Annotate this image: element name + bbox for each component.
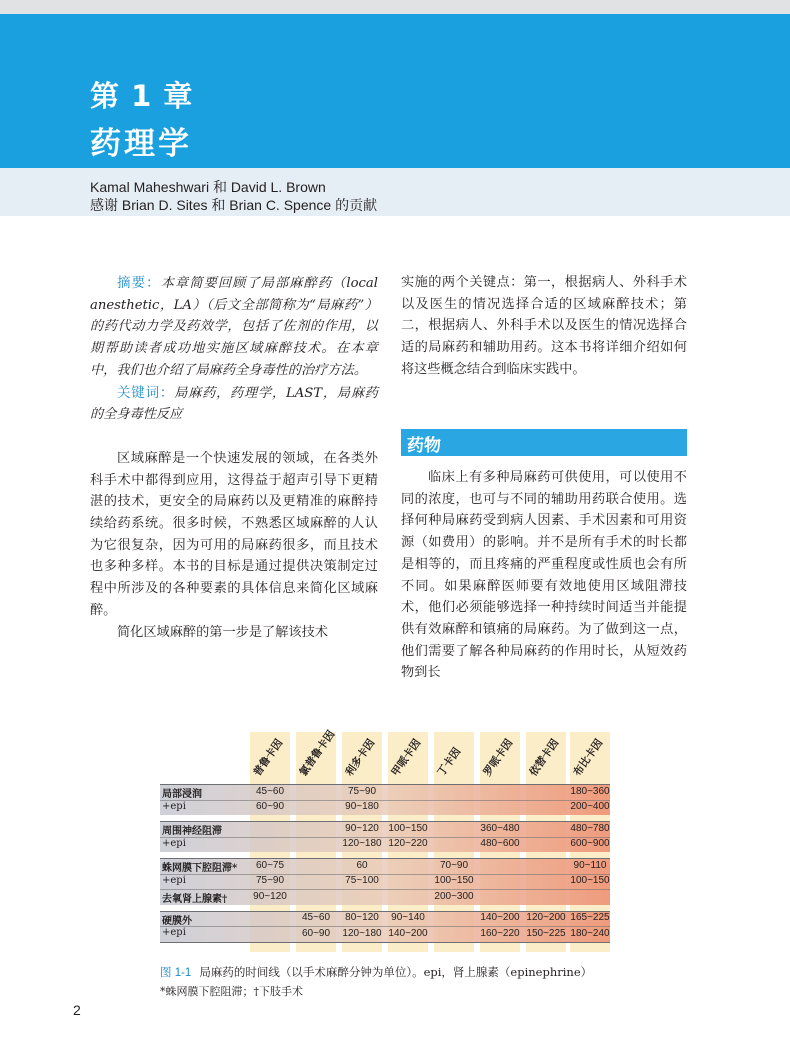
row-label: 去氧肾上腺素† (162, 894, 228, 905)
duration-cell: 120~180 (342, 838, 382, 849)
keywords-label: 关键词： (117, 384, 175, 400)
duration-cell: 140~200 (388, 927, 428, 939)
duration-cell: 90~140 (391, 912, 425, 923)
duration-cell: 360~480 (480, 822, 520, 834)
duration-cell: 45~60 (301, 912, 331, 923)
figure-footnote: *蛛网膜下腔阻滞；†下肢手术 (160, 985, 303, 998)
duration-cell: 160~220 (480, 927, 520, 939)
authors-line: Kamal Maheshwari 和 David L. Brown (90, 179, 326, 195)
abstract-paragraph (90, 272, 378, 382)
duration-cell: 480~600 (480, 838, 520, 849)
duration-cell: 100~150 (570, 875, 610, 886)
duration-cell: 60~90 (255, 801, 285, 812)
drug-header: 丁卡因 (435, 745, 464, 779)
paragraph-gap (90, 426, 378, 448)
duration-cell: 140~200 (480, 912, 520, 923)
duration-cell: 45~60 (255, 785, 285, 797)
duration-cell: 60 (356, 859, 368, 871)
row-label: +epi (162, 874, 186, 886)
drug-header: 甲哌卡因 (389, 737, 424, 779)
duration-cell: 120~180 (342, 927, 382, 939)
section-heading (401, 429, 687, 456)
duration-cell: 200~300 (434, 890, 474, 902)
body-paragraph: 实施的两个关键点：第一，根据病人、外科手术以及医生的情况选择合适的区域麻醉技术；第二，根据病人、外科手术以及医生的情况选择合适的局麻药和辅助用药。这本书将详细介绍如何将这些概念结合到临床实践中。 (401, 275, 687, 377)
body-paragraph: 区域麻醉是一个快速发展的领域，在各类外科手术中都得到应用，这得益于超声引导下更精湛的技术，更安全的局麻药以及更精准的麻醉持续给药系统。很多时候，不熟悉区域麻醉的人认为它很复杂，因为可用的局麻药很多，而且技术也多种多样。本书的目标是通过提供决策制定过程中所涉及的各种要素的具体信息来简化区域麻醉。 (90, 450, 378, 618)
duration-cell: 90~120 (345, 822, 379, 834)
duration-cell: 100~150 (388, 822, 428, 834)
page-number: 2 (73, 1002, 81, 1018)
row-label: 硬膜外 (162, 915, 192, 927)
abstract-text: 本章简要回顾了局部麻醉药（local anesthetic，LA）（后文全部简称为“局麻药”）的药代动力学及药效学，包括了佐剂的作用，以期帮助读者成功地实施区域麻醉技术。在本章中，我们也介绍了局麻药全身毒性的治疗方法。 (90, 276, 379, 378)
body-paragraph: 简化区域麻醉的第一步是了解该技术 (117, 624, 328, 640)
right-column-top (401, 272, 687, 381)
drug-header: 罗哌卡因 (481, 737, 516, 779)
figure-caption (160, 964, 592, 980)
chapter-title: 药理学 (90, 126, 192, 162)
duration-cell: 100~150 (434, 875, 474, 886)
chapter-banner (0, 14, 790, 168)
row-rule (160, 889, 610, 890)
duration-cell: 480~780 (570, 822, 610, 834)
drug-header: 普鲁卡因 (251, 737, 286, 779)
duration-cell: 90~120 (253, 890, 287, 902)
drug-header: 氯普鲁卡因 (297, 728, 338, 779)
duration-cell: 60~75 (255, 859, 285, 871)
duration-cell: 90~180 (345, 801, 379, 812)
body-paragraph: 临床上有多种局麻药可供使用，可以使用不同的浓度，也可与不同的辅助用药联合使用。选择何种局麻药受到病人因素、手术因素和可用资源（如费用）的影响。并不是所有手术的时长都是相等的，而且疼痛的严重程度或性质也会有所不同。如果麻醉医师要有效地使用区域阻滞技术，他们必须能够选择一种持续时间适当并能提供有效麻醉和镇痛的局麻药。为了做到这一点，他们需要了解各种局麻药的作用时长，从短效药物到长 (401, 470, 687, 681)
drug-header: 布比卡因 (571, 737, 606, 779)
right-column-bottom (401, 467, 687, 684)
row-label: 蛛网膜下腔阻滞* (162, 863, 238, 874)
row-label: +epi (162, 927, 186, 938)
page-top-strip (0, 0, 790, 14)
left-column (90, 272, 378, 643)
timeline-figure (160, 720, 620, 960)
keywords-paragraph (90, 382, 378, 426)
keywords-text: 局麻药，药理学，LAST，局麻药的全身毒性反应 (90, 385, 378, 423)
row-label: 局部浸润 (162, 789, 202, 800)
duration-cell: 75~90 (255, 875, 285, 886)
acknowledgement-line: 感谢 Brian D. Sites 和 Brian C. Spence 的贡献 (90, 197, 378, 213)
duration-cell: 75~100 (345, 875, 379, 886)
duration-cell: 200~400 (570, 801, 610, 812)
row-label: 周围神经阻滞 (162, 826, 222, 837)
duration-cell: 70~90 (439, 859, 469, 871)
drug-header: 依替卡因 (527, 737, 562, 779)
duration-cell: 60~90 (301, 927, 331, 939)
row-label: +epi (162, 800, 186, 812)
abstract-label: 摘要： (117, 275, 161, 290)
figure-caption-text: 局麻药的时间线（以手术麻醉分钟为单位）。epi，肾上腺素（epinephrine） (199, 965, 593, 979)
duration-cell: 80~120 (345, 912, 379, 923)
duration-cell: 120~200 (526, 912, 566, 923)
drug-header: 利多卡因 (343, 737, 378, 779)
section-title: 药物 (407, 436, 441, 456)
duration-cell: 120~220 (388, 838, 428, 849)
chapter-number: 第 1 章 (90, 79, 194, 113)
table-bottom-rule (160, 942, 610, 943)
duration-cell: 150~225 (526, 927, 566, 939)
duration-cell: 90~110 (573, 859, 607, 871)
duration-cell: 165~225 (570, 912, 610, 923)
duration-cell: 180~240 (570, 927, 610, 939)
duration-cell: 600~900 (570, 838, 610, 849)
duration-cell: 180~360 (570, 785, 610, 797)
row-label: +epi (162, 837, 186, 849)
duration-cell: 75~90 (347, 785, 377, 797)
figure-label: 图 1-1 (160, 967, 192, 979)
